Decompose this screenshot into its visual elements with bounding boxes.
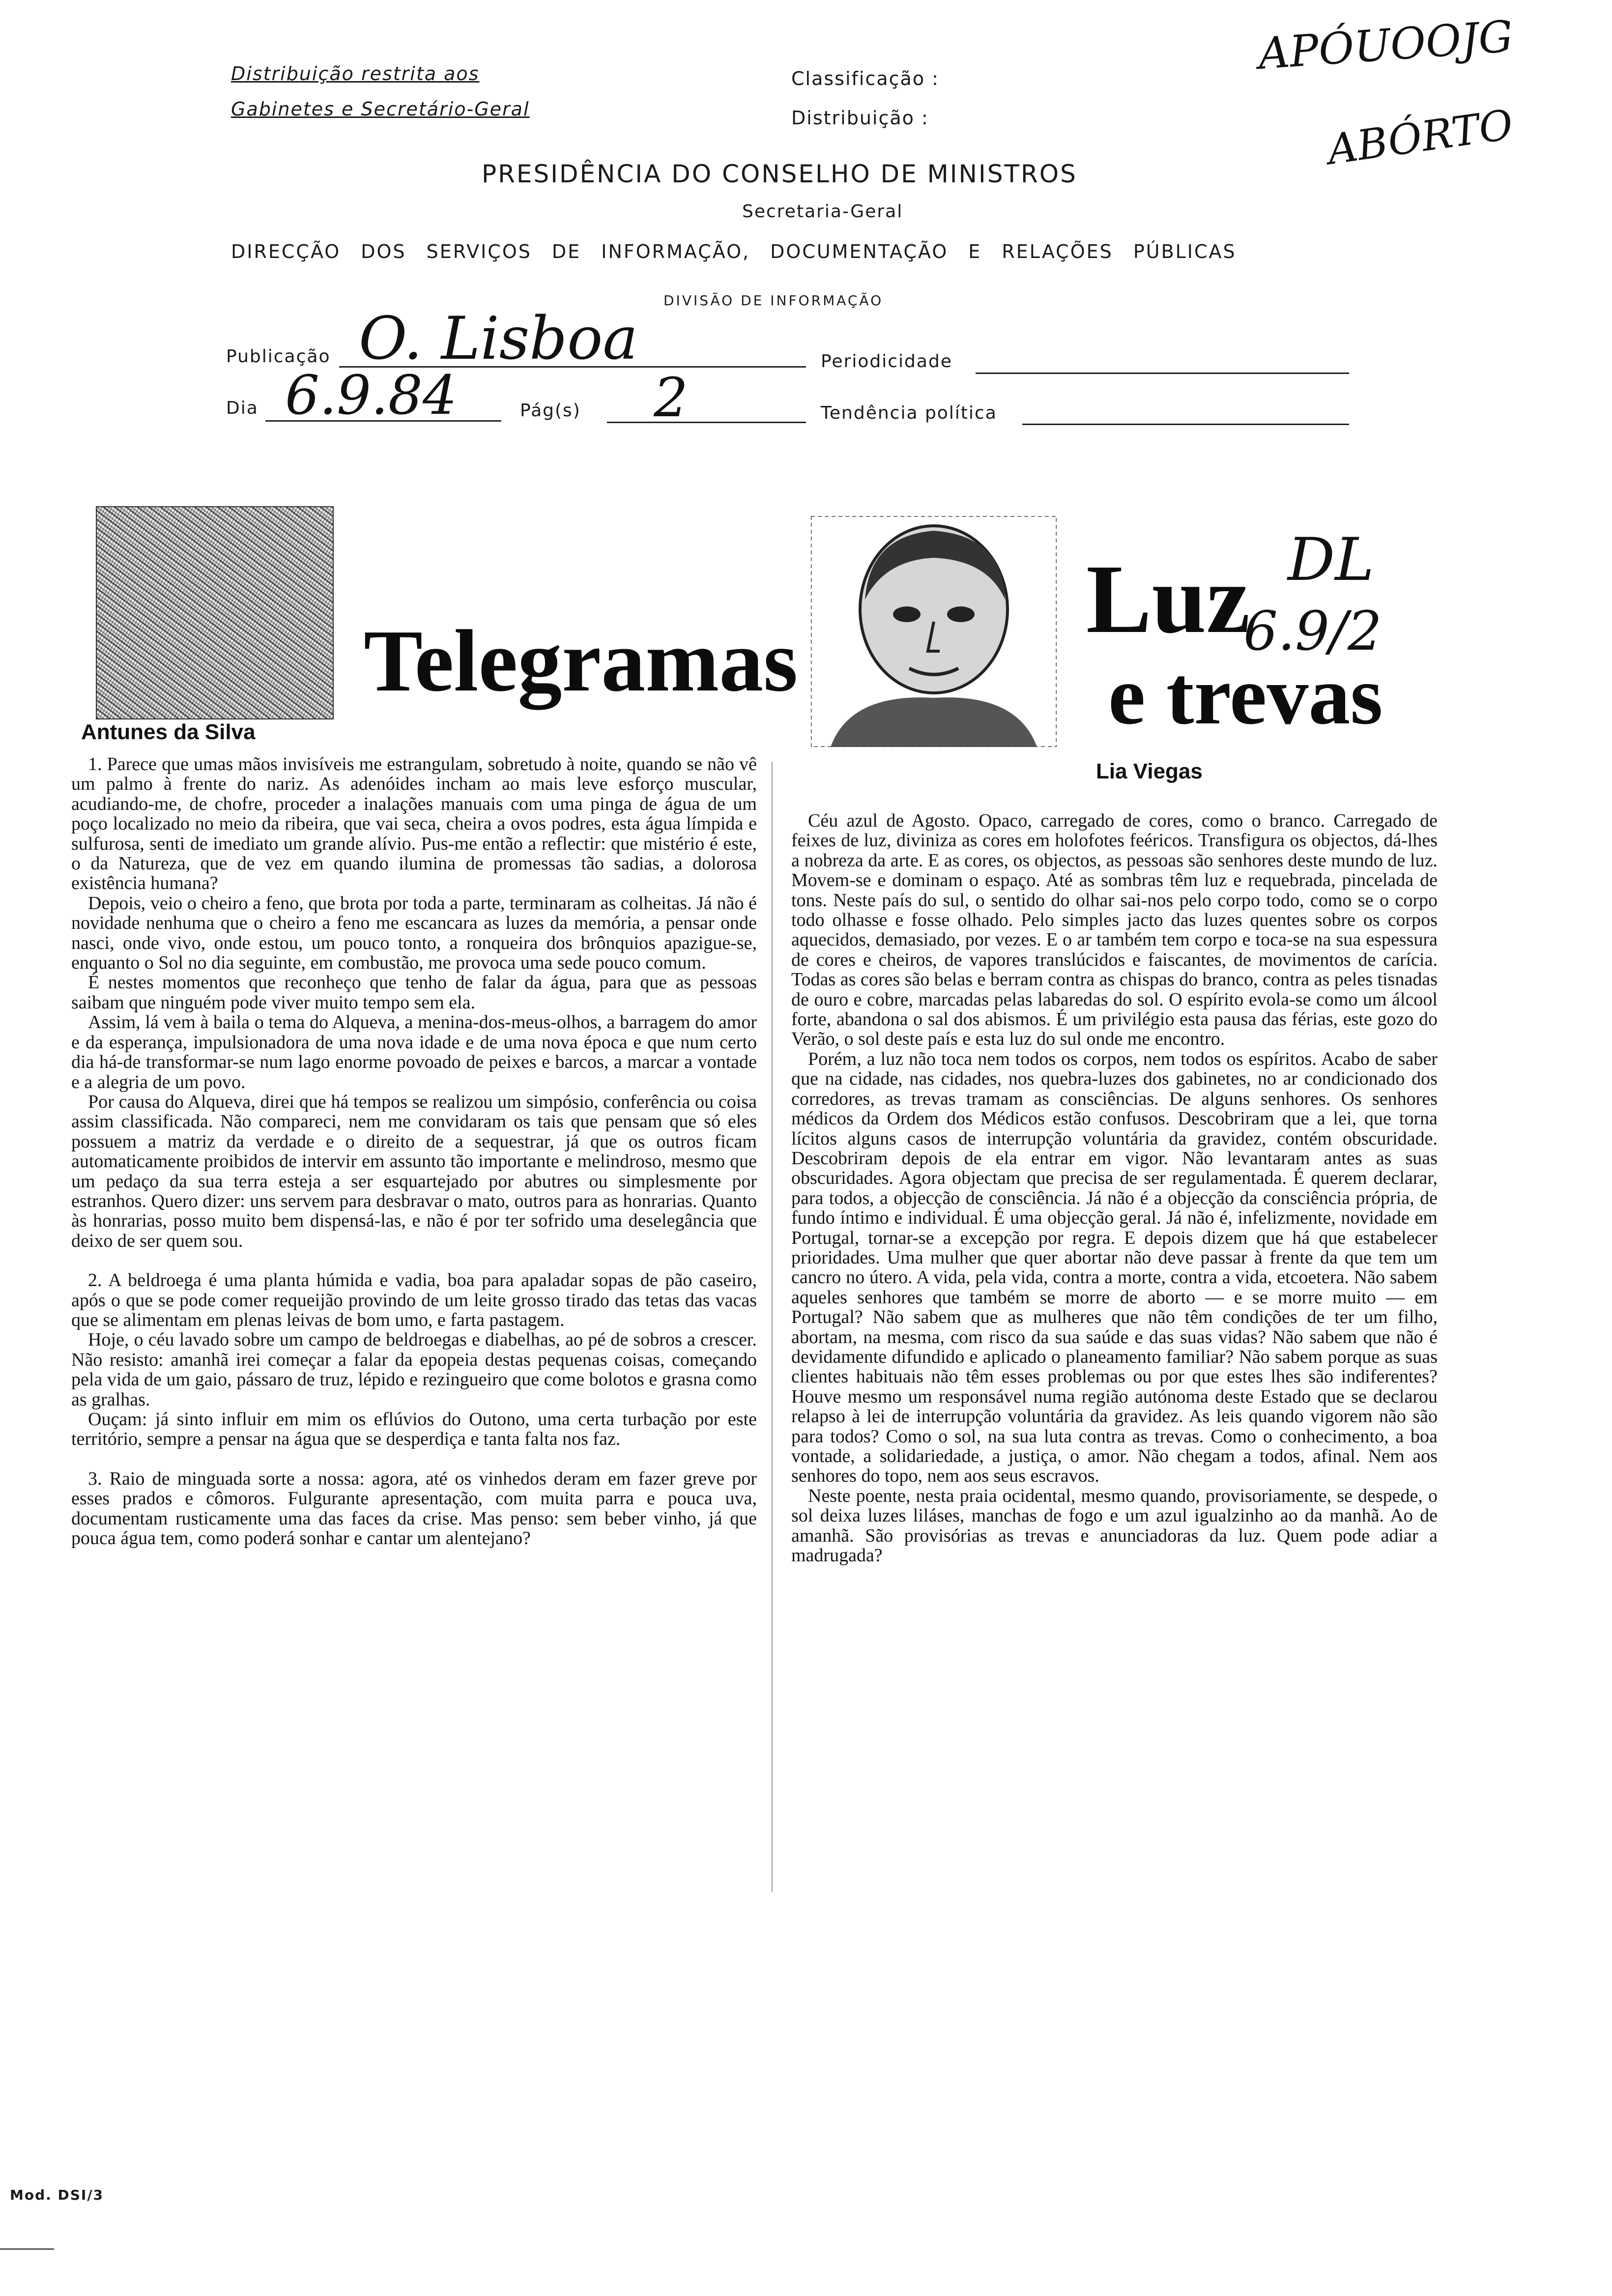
right-title-line2: e trevas [1108, 649, 1383, 742]
pags-value: 2 [654, 366, 688, 429]
left-paragraph: Por causa do Alqueva, direi que há tempos se realizou um simpósio, conferência ou coisa assim classificada. Não compareci, nem me convidaram os tais que pensam que só eles possuem a matriz da verdade e o direito de a sequestrar, já que os outros ficam automaticamente proibidos de intervir em assunto tão importante e melindroso, mesmo que um pedaço da sua terra esteja a ser esquartejado por abutres ou simplesmente por estranhos. Quero dizer: uns servem para desbravar o mato, outros para as honrarias. Quanto às honrarias, posso muito bem dispensá-las, e não é por ter sofrido uma deselegância que deixo de ser quem sou. [71, 1091, 757, 1251]
periodicidade-line [976, 373, 1349, 374]
secretaria-label: Secretaria-Geral [742, 201, 903, 222]
publicacao-value: O. Lisboa [359, 305, 638, 373]
column-divider [772, 762, 773, 1892]
left-paragraph: Assim, lá vem à baila o tema do Alqueva, a menina-dos-meus-olhos, a barragem do amor e da esperança, impulsionadora de uma nova idade e de uma nova época e que num certo dia há-de transformar-se num lago enorme povoado de peixes e barcos, a marcar a vontade e a alegria de um povo. [71, 1012, 757, 1092]
organization-title: PRESIDÊNCIA DO CONSELHO DE MINISTROS [482, 160, 1077, 188]
left-paragraph: É nestes momentos que reconheço que tenho de falar da água, para que as pessoas saibam que ninguém pode viver muito tempo sem ela. [71, 972, 757, 1013]
left-paragraph: 1. Parece que umas mãos invisíveis me estrangulam, sobretudo à noite, quando se não vê um palmo à frente do nariz. As adenóides incham ao mais leve esforço muscular, acudiando-me, de chofre, proceder a inalações manuais com uma pinga de água de um poço localizado no meio da ribeira, que vai seca, cheira a ovos podres, esta água límpida e sulfurosa, senti de imediato um grande alívio. Pus-me então a reflectir: que mistério é este, o da Natureza, que de vez em quando ilumina de promessas tão sadias, a dolorosa existência humana? [71, 754, 757, 894]
divisao-label: DIVISÃO DE INFORMAÇÃO [663, 292, 884, 309]
left-paragraph: 3. Raio de minguada sorte a nossa: agora, até os vinhedos deram em fazer greve por esses prados e cômoros. Fulgurante apresentação, com muita parra e pouca uva, documentam rusticamente uma das faces da crise. Mas penso: sem beber vinho, já que pouca água tem, como poderá sonhar e cantar um alentejano? [71, 1468, 757, 1549]
pags-label: Pág(s) [520, 401, 581, 421]
handwritten-code: APÓUOOJG [1257, 11, 1515, 79]
periodicidade-label: Periodicidade [821, 351, 952, 372]
left-article-author: Antunes da Silva [81, 720, 256, 744]
footer-dash [0, 2248, 54, 2250]
right-paragraph: Céu azul de Agosto. Opaco, carregado de cores, como o branco. Carregado de feixes de luz, diviniza as cores em holofotes feéricos. Transfigura os objectos, dá-lhes a nobreza da arte. E as cores, os objectos, as pessoas são senhores deste mundo de luz. Movem-se e dominam o espaço. Até as sombras têm luz e requebrada, pincelada de tons. Neste país do sul, o sentido do olhar sai-nos pelo corpo todo, como se o corpo todo olhasse e fosse olhado. Pelo simples jacto das luzes quentes sobre os corpos aquecidos, demasiado, por vezes. E o ar também tem corpo e toca-se na sua espessura de cores e cheiros, de vapores translúcidos e faiscantes, de movimentos de carícia. Todas as cores são belas e berram contra as chispas do branco, contra as peles tisnadas de ouro e cobre, marcadas pelas labaredas do sol. O espírito evola-se como um álcool forte, abandona o sal dos abismos. É um privilégio esta pausa das férias, este gozo do Verão, o sol deste país e esta luz do sul onde me encontro. [791, 810, 1438, 1050]
author-portrait [811, 516, 1057, 747]
left-paragraph: Hoje, o céu lavado sobre um campo de beldroegas e diabelhas, ao pé de sobros a crescer. Não resisto: amanhã irei começar a falar da epopeia destas pequenas coisas, começando pela vida de um gaio, pássaro de truz, lépido e rezingueiro que come bolotos e grasna como as gralhas. [71, 1329, 757, 1410]
left-paragraph: Depois, veio o cheiro a feno, que brota por toda a parte, terminaram as colheitas. Já não é novidade nenhuma que o cheiro a feno me escancara as luzes da memória, a pensar onde nasci, onde vivo, onde estou, um pouco tonto, a ronqueira dos brônquios apazigue-se, enquanto o Sol no dia seguinte, em combustão, me provoca uma sede pouco comum. [71, 892, 757, 974]
distribution-note-line2: Gabinetes e Secretário-Geral [231, 98, 530, 120]
right-paragraph: Neste poente, nesta praia ocidental, mesmo quando, provisoriamente, se despede, o sol deixa luzes liláses, manchas de fogo e um azul igualzinho ao da manhã. Ao de amanhã. São provisórias as trevas e anunciadoras da luz. Quem pode adiar a madrugada? [791, 1485, 1438, 1566]
right-article-author: Lia Viegas [1096, 759, 1203, 783]
left-article-title: Telegramas [364, 612, 798, 710]
right-title-line1: Luz [1086, 545, 1250, 654]
distribuicao-label: Distribuição : [791, 107, 929, 129]
newspaper-clipping [64, 496, 1450, 1922]
dia-value: 6.9.84 [285, 364, 457, 427]
tendencia-label: Tendência política [821, 403, 997, 423]
publicacao-label: Publicação [226, 346, 331, 367]
left-paragraph: Ouçam: já sinto influir em mim os eflúvios do Outono, uma certa turbação por este território, sempre a pensar na água que se desperdiça e tanta falta nos faz. [71, 1409, 757, 1450]
handwritten-date-note: 6.9/2 [1243, 600, 1382, 662]
portrait-sketch [811, 516, 1057, 747]
handwritten-source-note: DL [1288, 526, 1374, 594]
pags-line [607, 422, 806, 423]
right-paragraph: Porém, a luz não toca nem todos os corpos, nem todos os espíritos. Acabo de saber que na cidade, nas cidades, nos quebra-luzes dos gabinetes, no ar condicionado dos corredores, as trevas tramam as consciências. De alguns senhores. Os senhores médicos da Ordem dos Médicos estão confusos. Descobriram que a lei, que torna lícitos alguns casos de interrupção voluntária da gravidez, contém obscuridade. Descobriram depois de ela entrar em vigor. Não levantaram antes as suas obscuridades. Agora objectam que precisa de ser regulamentada. É querem declarar, para todos, a objecção de consciência. Já não é a objecção da consciência própria, de fundo íntimo e individual. É uma objecção geral. Já não é, infelizmente, novidade em Portugal, tornar-se a excepção por regra. E depois dizem que há que estabelecer prioridades. Uma mulher que quer abortar não deve passar à frente da que tem um cancro no útero. A vida, pela vida, contra a morte, contra a vida, etcoetera. Não sabem aqueles senhores que também se morre de aborto — e se morre muito — em Portugal? Não sabem que as mulheres que não têm condições de ter um filho, abortam, na mesma, com risco da sua saúde e das suas vidas? Não sabem que não é devidamente difundido e aplicado o planeamento familiar? Não sabem porque as suas clientes habituais não têm esses problemas ou por que estes lhes são indiferentes? Houve mesmo um responsável numa região autónoma deste Estado que se declarou relapso à lei de interrupção voluntária da gravidez. As leis quando vigorem não são para todos? Como o sol, na sua luta contra as trevas. Como o conhecimento, a boa vontade, a solidariedade, a justiça, o amor. Não chegam a todos, afinal. Nem aos senhores do topo, nem aos seus escravos. [791, 1048, 1438, 1487]
form-code: Mod. DSI/3 [10, 2187, 104, 2203]
dia-label: Dia [226, 398, 259, 418]
landscape-photo [96, 506, 334, 719]
distribution-note-line1: Distribuição restrita aos [231, 63, 480, 85]
left-paragraph: 2. A beldroega é uma planta húmida e vadia, boa para apaladar sopas de pão caseiro, após o que se pode comer requeijão provindo de um leite grosso tirado das tetas das vacas que se alimentam em plenas leivas de bom umo, e farta pastagem. [71, 1270, 757, 1330]
direccao-label: DIRECÇÃO DOS SERVIÇOS DE INFORMAÇÃO, DOCUMENTAÇÃO E RELAÇÕES PÚBLICAS [231, 241, 1237, 262]
classificacao-label: Classificação : [791, 68, 939, 89]
left-article-body [71, 754, 757, 1548]
right-article-body [791, 811, 1438, 1565]
tendencia-line [1022, 424, 1349, 425]
handwritten-topic: ABÓRTO [1324, 100, 1516, 174]
